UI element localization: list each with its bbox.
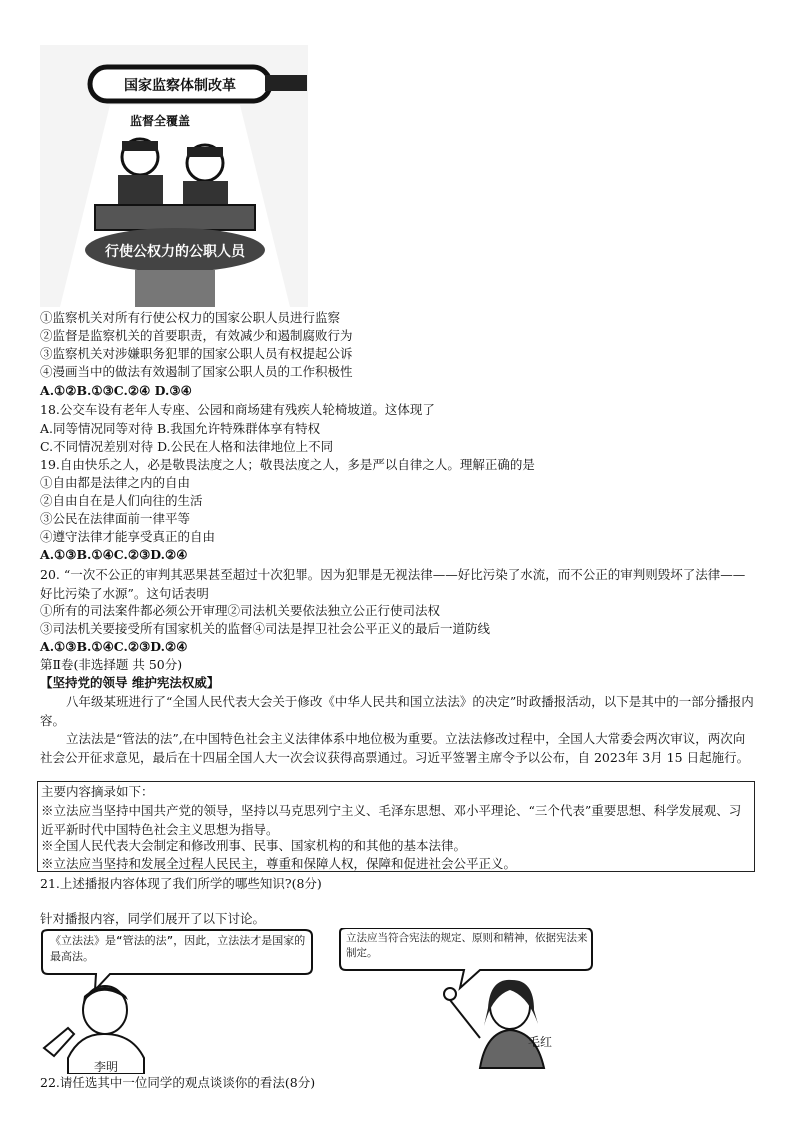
discussion-cartoon <box>40 928 740 1074</box>
section-2-topic: 【坚持党的领导 维护宪法权威】 <box>40 675 220 690</box>
q22-text: 22.请任选其中一位同学的观点谈谈你的看法(8分) <box>40 1075 316 1090</box>
supervision-cartoon <box>40 45 308 307</box>
section-2-intro: 八年级某班进行了“全国人民代表大会关于修改《中华人民共和国立法法》的决定”时政播报活动，以下是其中的一部分播报内容。 <box>40 694 754 728</box>
summary-item-3: ※立法应当坚持和发展全过程人民民主，尊重和保障人权，保障和促进社会公平正义。 <box>41 856 517 871</box>
magnifier-label: 国家监察体制改革 <box>124 78 236 94</box>
q17-option-2: ②监督是监察机关的首要职责，有效减少和遏制腐败行为 <box>40 328 353 343</box>
q17-option-3: ③监察机关对涉嫌职务犯罪的国家公职人员有权提起公诉 <box>40 346 353 361</box>
q18-choices-ab: A.同等情况同等对待 B.我国允许特殊群体享有特权 <box>40 421 321 436</box>
q19-option-1: ①自由都是法律之内的自由 <box>40 475 191 490</box>
q19-option-3: ③公民在法律面前一律平等 <box>40 511 191 526</box>
left-speech-bubble-text: 《立法法》是“管法的法”，因此，立法法才是国家的最高法。 <box>50 934 306 963</box>
summary-heading: 主要内容摘录如下： <box>41 784 154 799</box>
section-2-body: 立法法是“管法的法”,在中国特色社会主义法律体系中地位极为重要。立法法修改过程中，全国人大常委会两次审议，两次向社会公开征求意见，最后在十四届全国人大一次会议获得高票通过。习近平签署主席令予以公布，自 2023年 3月 15 日起施行。 <box>40 731 750 765</box>
desk-label: 行使公权力的公职人员 <box>105 244 245 260</box>
right-speech-bubble-text: 立法应当符合宪法的规定、原则和精神，依据宪法来制定。 <box>346 932 588 959</box>
summary-item-1: ※立法应当坚持中国共产党的领导，坚持以马克思列宁主义、毛泽东思想、邓小平理论、“三个代表”重要思想、科学发展观、习近平新时代中国特色社会主义思想为指导。 <box>41 803 742 837</box>
q20-choices: A.①③B.①④C.②③D.②④ <box>40 639 188 654</box>
q18-choices-cd: C.不同情况差别对待 D.公民在人格和法律地位上不同 <box>40 439 334 454</box>
magnifier-sublabel: 监督全覆盖 <box>129 114 191 128</box>
summary-item-2: ※全国人民代表大会制定和修改刑事、民事、国家机构的和其他的基本法律。 <box>41 838 467 853</box>
q17-choices: A.①②B.①③C.②④ D.③④ <box>40 383 192 398</box>
q19-option-4: ④遵守法律才能享受真正的自由 <box>40 529 216 544</box>
q19-option-2: ②自由自在是人们向往的生活 <box>40 493 203 508</box>
q20-stem: 20. “一次不公正的审判其恶果甚至超过十次犯罪。因为犯罪是无视法律——好比污染了水流，而不公正的审判则毁坏了法律——好比污染了水源”。这句话表明 <box>40 567 746 601</box>
q17-option-4: ④漫画当中的做法有效遏制了国家公职人员的工作积极性 <box>40 364 353 379</box>
discussion-text: 针对播报内容，同学们展开了以下讨论。 <box>40 911 266 926</box>
summary-box <box>37 781 755 872</box>
q20-options-34: ③司法机关要接受所有国家机关的监督④司法是捍卫社会公平正义的最后一道防线 <box>40 621 491 636</box>
q18-stem: 18.公交车设有老年人专座、公园和商场建有残疾人轮椅坡道。这体现了 <box>40 402 435 417</box>
right-student-name: 毛红 <box>528 1035 553 1049</box>
section-2-title: 第Ⅱ卷(非选择题 共 50分) <box>40 657 183 672</box>
q17-option-1: ①监察机关对所有行使公权力的国家公职人员进行监察 <box>40 310 341 325</box>
q21-text: 21.上述播报内容体现了我们所学的哪些知识?(8分) <box>40 876 322 891</box>
q19-choices: A.①③B.①④C.②③D.②④ <box>40 547 188 562</box>
q20-options-12: ①所有的司法案件都必须公开审理②司法机关要依法独立公正行使司法权 <box>40 603 441 618</box>
q19-stem: 19.自由快乐之人，必是敬畏法度之人；敬畏法度之人，多是严以自律之人。理解正确的是 <box>40 457 535 472</box>
left-student-name: 李明 <box>93 1060 119 1074</box>
